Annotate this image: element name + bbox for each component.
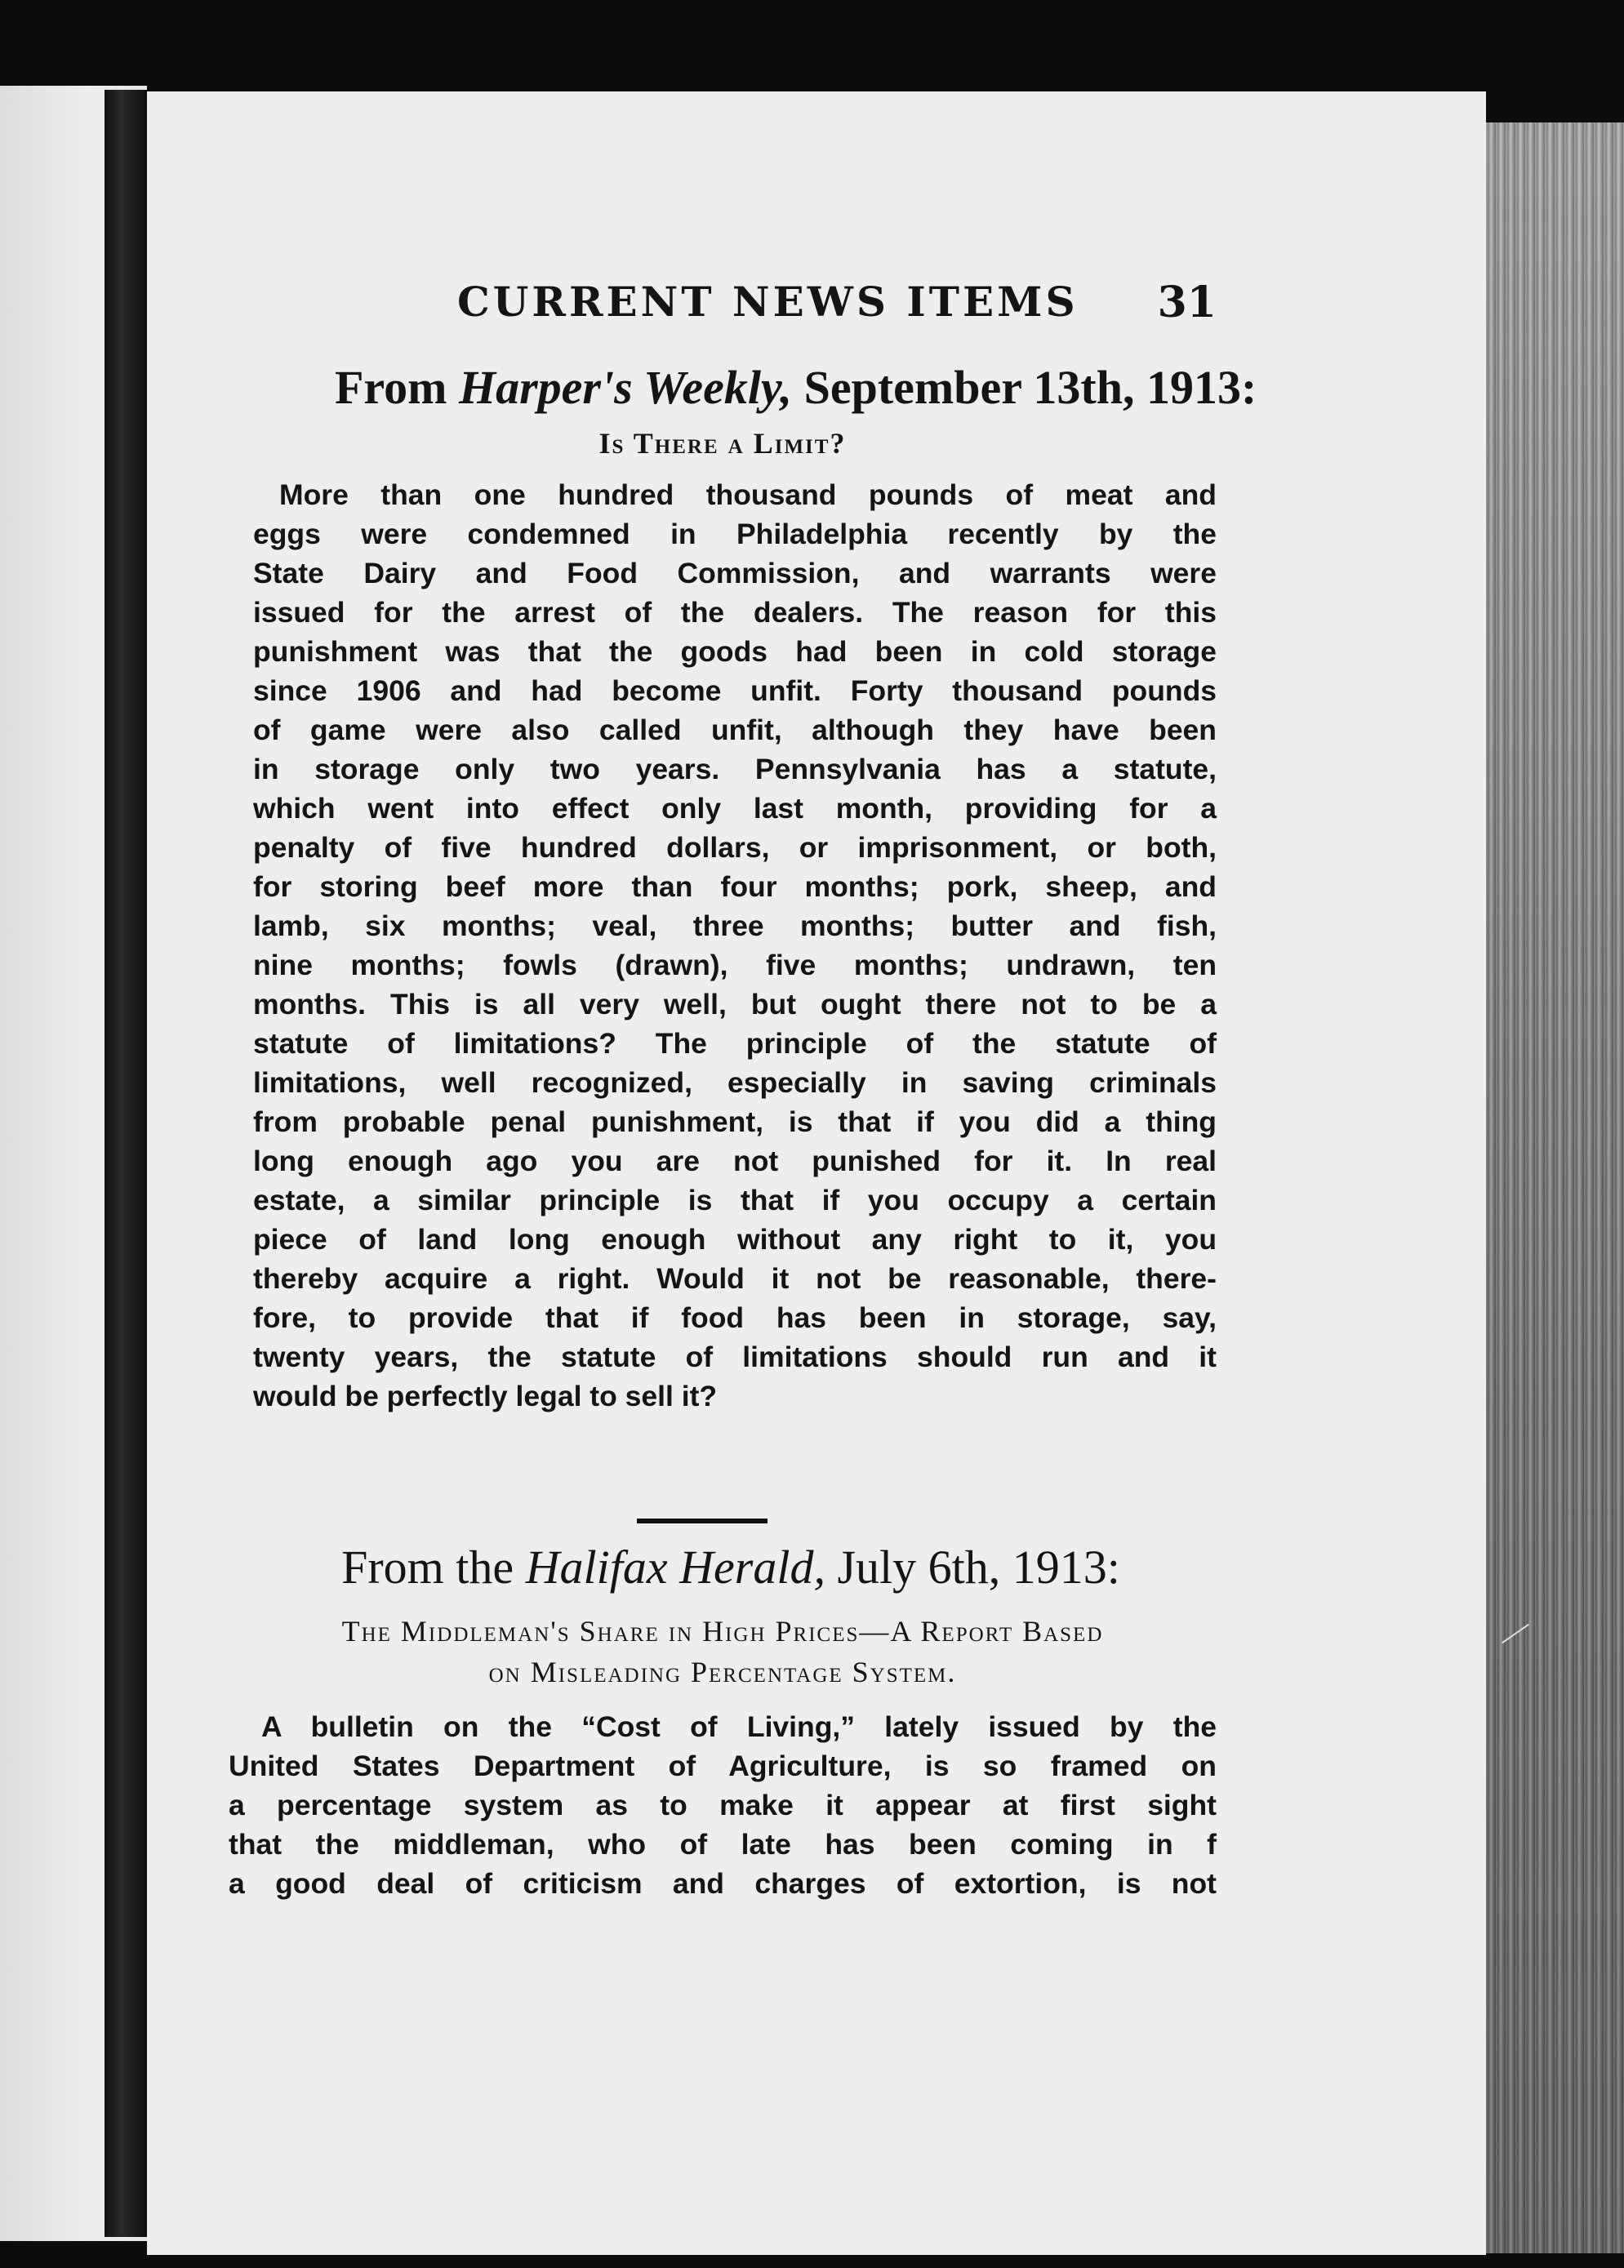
text-line: of game were also called unfit, although they have been [253,714,1217,746]
text-line: nine months; fowls (drawn), five months; undrawn, ten [253,949,1217,981]
subtitle-line: on Misleading Percentage System. [488,1656,957,1688]
page-number: 31 [1157,278,1217,327]
text-line: issued for the arrest of the dealers. The reason for this [253,596,1217,629]
section-divider [637,1519,768,1523]
article-halifax [229,1539,1217,1903]
running-head-title: CURRENT NEWS ITEMS [457,278,1079,326]
page-stack-shade [1486,122,1624,2253]
text-line: months. This is all very well, but ought there not to be a [253,988,1217,1021]
text-line: eggs were condemned in Philadelphia recently by the [253,518,1217,550]
text-line: penalty of five hundred dollars, or imprisonment, or both, [253,831,1217,864]
article-subtitle: Is There a Limit? [598,427,847,460]
source-publication: Harper's Weekly, [458,361,793,414]
text-line: would be perfectly legal to sell it? [253,1380,718,1412]
text-line: punishment was that the goods had been in cold storage [253,635,1217,668]
text-line: A bulletin on the “Cost of Living,” lately issued by the [261,1710,1217,1743]
article-body [229,475,1217,1416]
text-line: since 1906 and had become unfit. Forty thousand pounds [253,674,1217,707]
article-source-heading [229,359,1257,416]
source-date: September 13th, 1913: [792,361,1257,414]
running-head [457,278,1217,343]
source-prefix: From the [341,1541,526,1594]
article-body [229,1707,1217,1903]
text-line: twenty years, the statute of limitations should run and it [253,1341,1217,1373]
text-line: long enough ago you are not punished for it. In real [253,1145,1217,1177]
text-line: thereby acquire a right. Would it not be reasonable, there- [253,1262,1217,1295]
text-line: lamb, six months; veal, three months; butter and fish, [253,909,1217,942]
text-line: More than one hundred thousand pounds of meat and [279,478,1217,511]
article-source-heading [229,1539,1217,1596]
text-line: estate, a similar principle is that if you occupy a certain [253,1184,1217,1216]
text-line: statute of limitations? The principle of the statute of [253,1027,1217,1060]
article-harpers [229,359,1257,1416]
text-line: for storing beef more than four months; pork, sheep, and [253,870,1217,903]
text-line: in storage only two years. Pennsylvania has a statute, [253,753,1217,785]
source-date: July 6th, 1913: [825,1541,1120,1594]
text-line: limitations, well recognized, especially in saving criminals [253,1066,1217,1099]
text-line: State Dairy and Food Commission, and warrants were [253,557,1217,589]
text-line: a percentage system as to make it appear at first sight [229,1789,1217,1821]
source-publication: Halifax Herald, [525,1541,825,1594]
text-line: that the middleman, who of late has been coming in f [229,1828,1217,1861]
text-line: fore, to provide that if food has been in storage, say, [253,1301,1217,1334]
text-line: from probable penal punishment, is that if you did a thing [253,1105,1217,1138]
source-prefix: From [335,361,459,414]
article-subtitle [229,1611,1217,1692]
text-line: piece of land long enough without any right to it, you [253,1223,1217,1256]
book-gutter [105,90,147,2237]
text-line: United States Department of Agriculture, is so framed on [229,1750,1217,1782]
subtitle-line: The Middleman's Share in High Prices—A Report Based [341,1615,1104,1648]
text-line: a good deal of criticism and charges of extortion, is not [229,1867,1217,1900]
text-line: which went into effect only last month, providing for a [253,792,1217,825]
